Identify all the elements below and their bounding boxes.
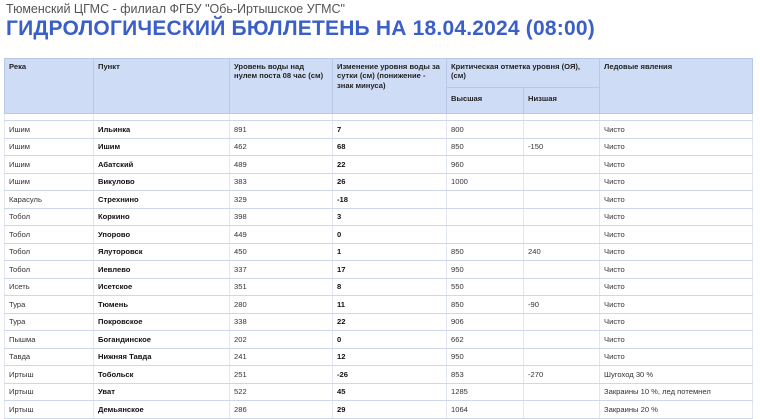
table-row bbox=[5, 278, 753, 296]
critical-high-cell: 850 bbox=[447, 243, 524, 261]
river-cell: Иртыш bbox=[5, 366, 94, 384]
critical-high-cell: 960 bbox=[447, 156, 524, 174]
point-cell: Нижняя Тавда bbox=[94, 348, 230, 366]
critical-high-cell: 850 bbox=[447, 296, 524, 314]
critical-high-cell: 906 bbox=[447, 313, 524, 331]
river-cell: Тавда bbox=[5, 348, 94, 366]
change-cell: 12 bbox=[333, 348, 447, 366]
ice-cell: Чисто bbox=[600, 243, 753, 261]
critical-high-cell: 1285 bbox=[447, 383, 524, 401]
table-row bbox=[5, 156, 753, 174]
point-cell: Исетское bbox=[94, 278, 230, 296]
critical-high-cell: 950 bbox=[447, 348, 524, 366]
critical-high-cell: 550 bbox=[447, 278, 524, 296]
bulletin-title: ГИДРОЛОГИЧЕСКИЙ БЮЛЛЕТЕНЬ НА 18.04.2024 (08:00) bbox=[6, 17, 595, 40]
point-cell: Упорово bbox=[94, 226, 230, 244]
table-row bbox=[5, 138, 753, 156]
point-cell: Иевлево bbox=[94, 261, 230, 279]
ice-cell: Чисто bbox=[600, 296, 753, 314]
critical-low-cell: -150 bbox=[524, 138, 600, 156]
critical-low-cell: 240 bbox=[524, 243, 600, 261]
ice-cell: Чисто bbox=[600, 331, 753, 349]
point-cell: Богандинское bbox=[94, 331, 230, 349]
table-row bbox=[5, 208, 753, 226]
ice-cell: Шугоход 30 % bbox=[600, 366, 753, 384]
level-cell: 280 bbox=[230, 296, 333, 314]
level-cell: 398 bbox=[230, 208, 333, 226]
spacer-row bbox=[5, 114, 753, 121]
critical-low-cell bbox=[524, 313, 600, 331]
table-row bbox=[5, 313, 753, 331]
critical-high-cell bbox=[447, 191, 524, 209]
ice-cell: Чисто bbox=[600, 156, 753, 174]
header-point: Пункт bbox=[94, 59, 230, 114]
river-cell: Карасуль bbox=[5, 191, 94, 209]
ice-cell: Чисто bbox=[600, 278, 753, 296]
hydrology-table bbox=[4, 58, 753, 419]
river-cell: Тобол bbox=[5, 208, 94, 226]
point-cell: Уват bbox=[94, 383, 230, 401]
change-cell: 68 bbox=[333, 138, 447, 156]
river-cell: Тобол bbox=[5, 243, 94, 261]
river-cell: Тура bbox=[5, 313, 94, 331]
critical-low-cell bbox=[524, 348, 600, 366]
critical-high-cell: 1064 bbox=[447, 401, 524, 419]
river-cell: Ишим bbox=[5, 156, 94, 174]
river-cell: Иртыш bbox=[5, 401, 94, 419]
critical-high-cell: 850 bbox=[447, 138, 524, 156]
critical-low-cell bbox=[524, 401, 600, 419]
table-row bbox=[5, 191, 753, 209]
critical-high-cell: 1000 bbox=[447, 173, 524, 191]
critical-low-cell bbox=[524, 226, 600, 244]
critical-low-cell bbox=[524, 191, 600, 209]
point-cell: Покровское bbox=[94, 313, 230, 331]
river-cell: Тура bbox=[5, 296, 94, 314]
level-cell: 202 bbox=[230, 331, 333, 349]
river-cell: Ишим bbox=[5, 173, 94, 191]
ice-cell: Чисто bbox=[600, 138, 753, 156]
table-row bbox=[5, 243, 753, 261]
critical-high-cell: 800 bbox=[447, 121, 524, 139]
table-row bbox=[5, 296, 753, 314]
ice-cell: Закраины 20 % bbox=[600, 401, 753, 419]
header-low: Низшая bbox=[524, 88, 600, 114]
change-cell: 1 bbox=[333, 243, 447, 261]
river-cell: Тобол bbox=[5, 226, 94, 244]
table-row bbox=[5, 401, 753, 419]
level-cell: 449 bbox=[230, 226, 333, 244]
level-cell: 251 bbox=[230, 366, 333, 384]
point-cell: Тобольск bbox=[94, 366, 230, 384]
level-cell: 891 bbox=[230, 121, 333, 139]
level-cell: 337 bbox=[230, 261, 333, 279]
ice-cell: Чисто bbox=[600, 208, 753, 226]
level-cell: 462 bbox=[230, 138, 333, 156]
point-cell: Тюмень bbox=[94, 296, 230, 314]
river-cell: Ишим bbox=[5, 121, 94, 139]
change-cell: 11 bbox=[333, 296, 447, 314]
level-cell: 351 bbox=[230, 278, 333, 296]
ice-cell: Чисто bbox=[600, 173, 753, 191]
critical-high-cell bbox=[447, 208, 524, 226]
ice-cell: Чисто bbox=[600, 121, 753, 139]
critical-low-cell bbox=[524, 261, 600, 279]
ice-cell: Чисто bbox=[600, 313, 753, 331]
ice-cell: Чисто bbox=[600, 226, 753, 244]
point-cell: Ильинка bbox=[94, 121, 230, 139]
critical-high-cell: 853 bbox=[447, 366, 524, 384]
table-row bbox=[5, 261, 753, 279]
critical-low-cell bbox=[524, 173, 600, 191]
point-cell: Стрехнино bbox=[94, 191, 230, 209]
critical-high-cell: 950 bbox=[447, 261, 524, 279]
point-cell: Демьянское bbox=[94, 401, 230, 419]
table-row bbox=[5, 173, 753, 191]
river-cell: Исеть bbox=[5, 278, 94, 296]
point-cell: Викулово bbox=[94, 173, 230, 191]
level-cell: 450 bbox=[230, 243, 333, 261]
table-row bbox=[5, 366, 753, 384]
ice-cell: Чисто bbox=[600, 191, 753, 209]
change-cell: 29 bbox=[333, 401, 447, 419]
ice-cell: Чисто bbox=[600, 261, 753, 279]
change-cell: 3 bbox=[333, 208, 447, 226]
change-cell: 0 bbox=[333, 226, 447, 244]
change-cell: 45 bbox=[333, 383, 447, 401]
river-cell: Иртыш bbox=[5, 383, 94, 401]
ice-cell: Чисто bbox=[600, 348, 753, 366]
level-cell: 329 bbox=[230, 191, 333, 209]
point-cell: Ялуторовск bbox=[94, 243, 230, 261]
level-cell: 286 bbox=[230, 401, 333, 419]
table-row bbox=[5, 331, 753, 349]
change-cell: 22 bbox=[333, 156, 447, 174]
level-cell: 383 bbox=[230, 173, 333, 191]
level-cell: 338 bbox=[230, 313, 333, 331]
table-row bbox=[5, 383, 753, 401]
table-row bbox=[5, 348, 753, 366]
change-cell: -26 bbox=[333, 366, 447, 384]
critical-low-cell bbox=[524, 331, 600, 349]
river-cell: Пышма bbox=[5, 331, 94, 349]
header-change: Изменение уровня воды за сутки (см) (понижение - знак минуса) bbox=[333, 59, 447, 114]
header-critical: Критическая отметка уровня (ОЯ), (см) bbox=[447, 59, 600, 88]
critical-high-cell bbox=[447, 226, 524, 244]
ice-cell: Закраины 10 %, лед потемнел bbox=[600, 383, 753, 401]
critical-low-cell bbox=[524, 208, 600, 226]
header-level: Уровень воды над нулем поста 08 час (см) bbox=[230, 59, 333, 114]
critical-low-cell bbox=[524, 278, 600, 296]
level-cell: 522 bbox=[230, 383, 333, 401]
header-river: Река bbox=[5, 59, 94, 114]
level-cell: 489 bbox=[230, 156, 333, 174]
table-row bbox=[5, 121, 753, 139]
change-cell: 22 bbox=[333, 313, 447, 331]
river-cell: Ишим bbox=[5, 138, 94, 156]
critical-high-cell: 662 bbox=[447, 331, 524, 349]
point-cell: Коркино bbox=[94, 208, 230, 226]
header-high: Высшая bbox=[447, 88, 524, 114]
change-cell: 0 bbox=[333, 331, 447, 349]
change-cell: -18 bbox=[333, 191, 447, 209]
bulletin-source: Тюменский ЦГМС - филиал ФГБУ "Обь-Иртышское УГМС" bbox=[6, 2, 345, 16]
header-ice: Ледовые явления bbox=[600, 59, 753, 114]
point-cell: Ишим bbox=[94, 138, 230, 156]
critical-low-cell bbox=[524, 383, 600, 401]
critical-low-cell: -270 bbox=[524, 366, 600, 384]
change-cell: 26 bbox=[333, 173, 447, 191]
critical-low-cell bbox=[524, 156, 600, 174]
table-row bbox=[5, 226, 753, 244]
change-cell: 17 bbox=[333, 261, 447, 279]
level-cell: 241 bbox=[230, 348, 333, 366]
change-cell: 7 bbox=[333, 121, 447, 139]
point-cell: Абатский bbox=[94, 156, 230, 174]
change-cell: 8 bbox=[333, 278, 447, 296]
critical-low-cell: -90 bbox=[524, 296, 600, 314]
critical-low-cell bbox=[524, 121, 600, 139]
river-cell: Тобол bbox=[5, 261, 94, 279]
